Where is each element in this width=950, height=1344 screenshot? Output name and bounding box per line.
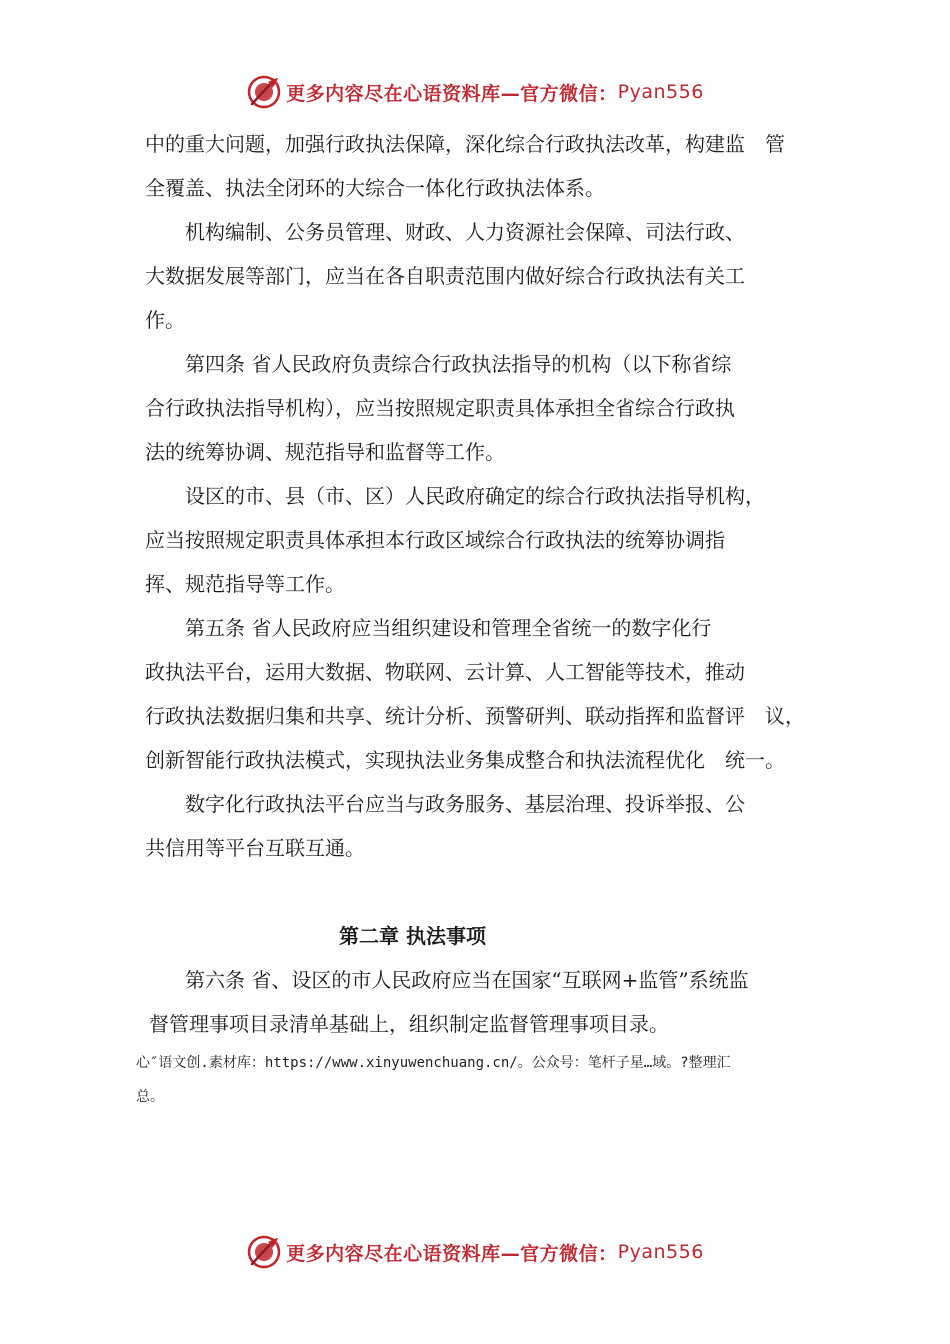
paragraph-line: 大数据发展等部门，应当在各自职责范围内做好综合行政执法有关工 <box>145 264 745 288</box>
header-banner <box>0 72 950 112</box>
footnote-line: 心″语文创.素材库：https://www.xinyuwenchuang.cn/。公众号：笔杆子星…域。?整理汇 <box>136 1055 731 1071</box>
paragraph <box>145 474 825 606</box>
chapter-title: 第二章 执法事项 <box>339 924 486 948</box>
paragraph-line: 督管理事项目录清单基础上，组织制定监督管理事项目录。 <box>149 1012 669 1036</box>
paragraph-line: 第五条 省人民政府应当组织建设和管理全省统一的数字化行 <box>185 616 712 640</box>
paragraph <box>145 122 825 210</box>
paragraph-line: 作。 <box>145 308 185 332</box>
article-4 <box>145 342 825 474</box>
article-5 <box>145 606 825 782</box>
banner-text: 更多内容尽在心语资料库—官方微信： <box>286 82 618 105</box>
paragraph-line: 共信用等平台互联互通。 <box>145 836 365 860</box>
section-gap <box>145 870 825 914</box>
footnote-line: 总。 <box>136 1089 164 1105</box>
banner-wechat-id: Pyan556 <box>617 1241 704 1263</box>
paragraph-line: 政执法平台，运用大数据、物联网、云计算、人工智能等技术，推动 <box>145 660 745 684</box>
paragraph-line: 挥、规范指导等工作。 <box>145 572 345 596</box>
paragraph-line: 行政执法数据归集和共享、统计分析、预警研判、联动指挥和监督评 议， <box>145 704 805 728</box>
banner-text: 更多内容尽在心语资料库—官方微信： <box>286 1242 618 1265</box>
quill-seal-icon <box>246 74 282 110</box>
paragraph-line: 机构编制、公务员管理、财政、人力资源社会保障、司法行政、 <box>185 220 745 244</box>
banner-wechat-id: Pyan556 <box>617 81 704 103</box>
footer-banner <box>0 1232 950 1272</box>
article-6 <box>145 958 825 1046</box>
document-body <box>145 122 825 1046</box>
paragraph-line: 全覆盖、执法全闭环的大综合一体化行政执法体系。 <box>145 176 605 200</box>
source-footnote <box>136 1046 836 1114</box>
paragraph-line: 中的重大问题，加强行政执法保障，深化综合行政执法改革，构建监 管 <box>145 132 785 156</box>
paragraph-line: 应当按照规定职责具体承担本行政区域综合行政执法的统筹协调指 <box>145 528 725 552</box>
paragraph-line: 法的统筹协调、规范指导和监督等工作。 <box>145 440 505 464</box>
paragraph <box>145 210 825 342</box>
paragraph-line: 创新智能行政执法模式，实现执法业务集成整合和执法流程优化 统一。 <box>145 748 785 772</box>
paragraph-line: 第四条 省人民政府负责综合行政执法指导的机构（以下称省综 <box>185 352 732 376</box>
paragraph-line: 设区的市、县（市、区）人民政府确定的综合行政执法指导机构， <box>185 484 765 508</box>
paragraph <box>145 782 825 870</box>
paragraph-line: 数字化行政执法平台应当与政务服务、基层治理、投诉举报、公 <box>185 792 745 816</box>
paragraph-line: 合行政执法指导机构），应当按照规定职责具体承担全省综合行政执 <box>145 396 735 420</box>
paragraph-line: 第六条 省、设区的市人民政府应当在国家“互联网+监管”系统监 <box>185 968 749 992</box>
quill-seal-icon <box>246 1234 282 1270</box>
